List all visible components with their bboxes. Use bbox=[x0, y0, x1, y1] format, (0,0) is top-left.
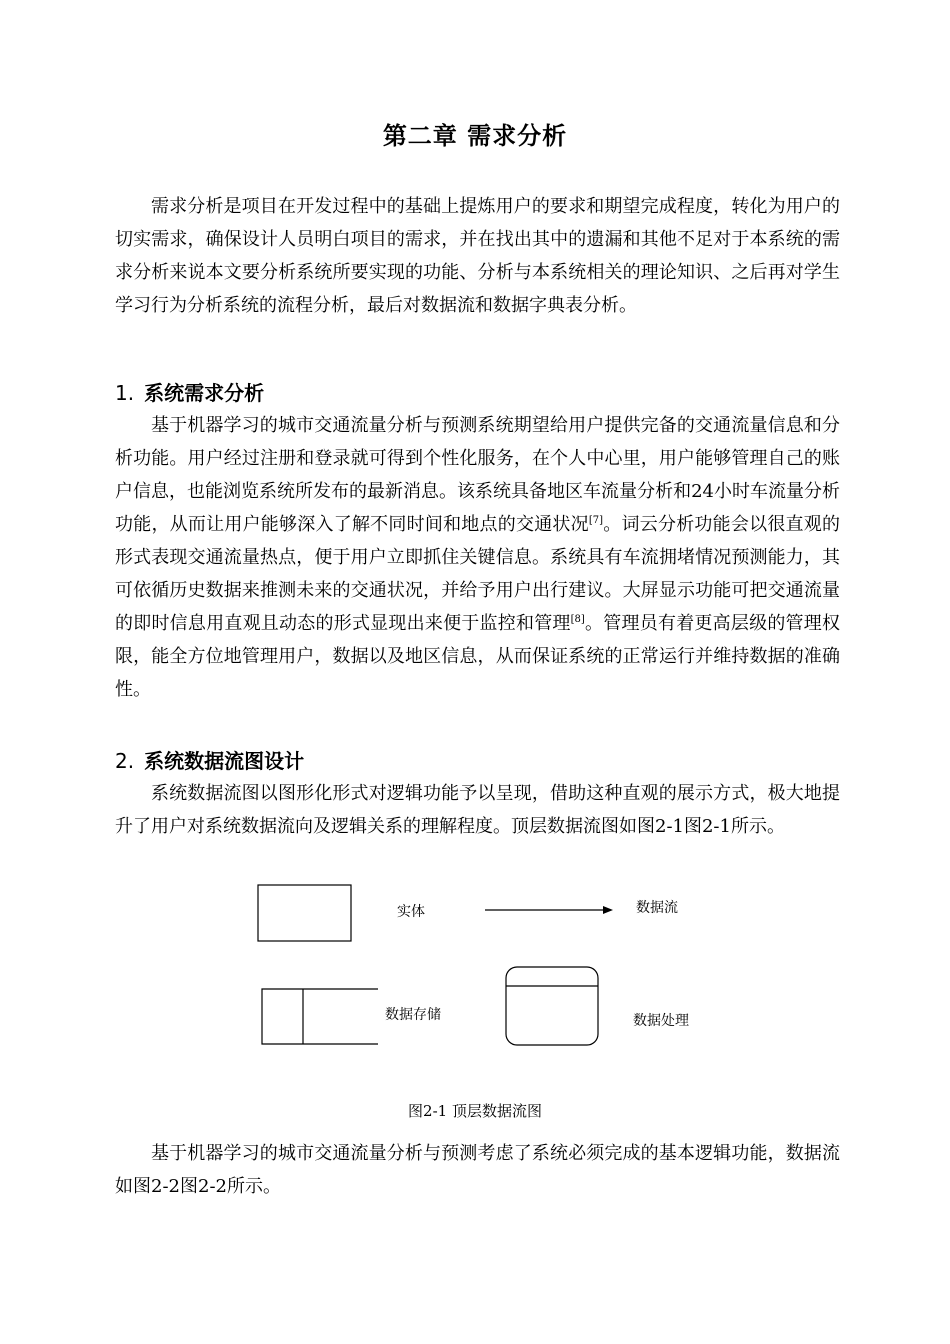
section-1-paragraph bbox=[115, 409, 840, 706]
intro-paragraph: 需求分析是项目在开发过程中的基础上提炼用户的要求和期望完成程度，转化为用户的切实需求，确保设计人员明白项目的需求，并在找出其中的遗漏和其他不足对于本系统的需求分析来说本文要分析系统所要实现的功能、分析与本系统相关的理论知识、之后再对学生学习行为分析系统的流程分析，最后对数据流和数据字典表分析。 bbox=[115, 196, 840, 316]
process-symbol bbox=[506, 967, 598, 1045]
entity-symbol bbox=[258, 885, 351, 941]
citation-7[interactable]: [7] bbox=[588, 515, 604, 526]
dfd-legend-figure bbox=[240, 870, 720, 1060]
entity-label: 实体 bbox=[397, 904, 425, 920]
data-flow-arrowhead bbox=[603, 906, 613, 914]
section-2-paragraph: 系统数据流图以图形化形式对逻辑功能予以呈现，借助这种直观的展示方式，极大地提升了用户对系统数据流向及逻辑关系的理解程度。顶层数据流图如图2-1图2-1所示。 bbox=[115, 783, 840, 837]
process-label: 数据处理 bbox=[633, 1013, 689, 1029]
section-1-text-a: 基于机器学习的城市交通流量分析与预测系统期望给用户提供完备的交通流量信息和分析功能。用户经过注册和登录就可得到个性化服务，在个人中心里，用户能够管理自己的账户信息，也能浏览系统所发布的最新消息。该系统具备地区车流量分析和24小时车流量分析功能，从而让用户能够深入了解不同时间和地点的交通状况 bbox=[115, 415, 840, 535]
section-1-title: 系统需求分析 bbox=[144, 381, 265, 405]
figure-caption: 图2-1 顶层数据流图 bbox=[408, 1102, 542, 1120]
section-1-number: 1. bbox=[115, 381, 135, 405]
section-1-heading bbox=[115, 377, 264, 406]
chapter-title: 第二章 需求分析 bbox=[382, 122, 568, 150]
closing-paragraph: 基于机器学习的城市交通流量分析与预测考虑了系统必须完成的基本逻辑功能，数据流如图2-2图2-2所示。 bbox=[115, 1143, 840, 1197]
section-1-text-b: 。词云分析功能会以很直观的形式表现交通流量热点，便于用户立即抓住关键信息。系统具有车流拥堵情况预测能力，其可依循历史数据来推测未来的交通状况，并给予用户出行建议。大屏显示功能可把交通流量的即时信息用直观且动态的形式显现出来便于监控和管理 bbox=[115, 514, 841, 634]
section-2-heading bbox=[115, 745, 304, 774]
data-store-symbol bbox=[262, 989, 378, 1044]
citation-8[interactable]: [8] bbox=[570, 614, 585, 625]
section-2-number: 2. bbox=[115, 749, 135, 773]
data-store-label: 数据存储 bbox=[385, 1007, 441, 1023]
data-flow-label: 数据流 bbox=[636, 900, 678, 916]
section-1-text-c: 。管理员有着更高层级的管理权限，能全方位地管理用户，数据以及地区信息，从而保证系统的正常运行并维持数据的准确性。 bbox=[115, 613, 840, 700]
section-2-title: 系统数据流图设计 bbox=[144, 749, 305, 773]
